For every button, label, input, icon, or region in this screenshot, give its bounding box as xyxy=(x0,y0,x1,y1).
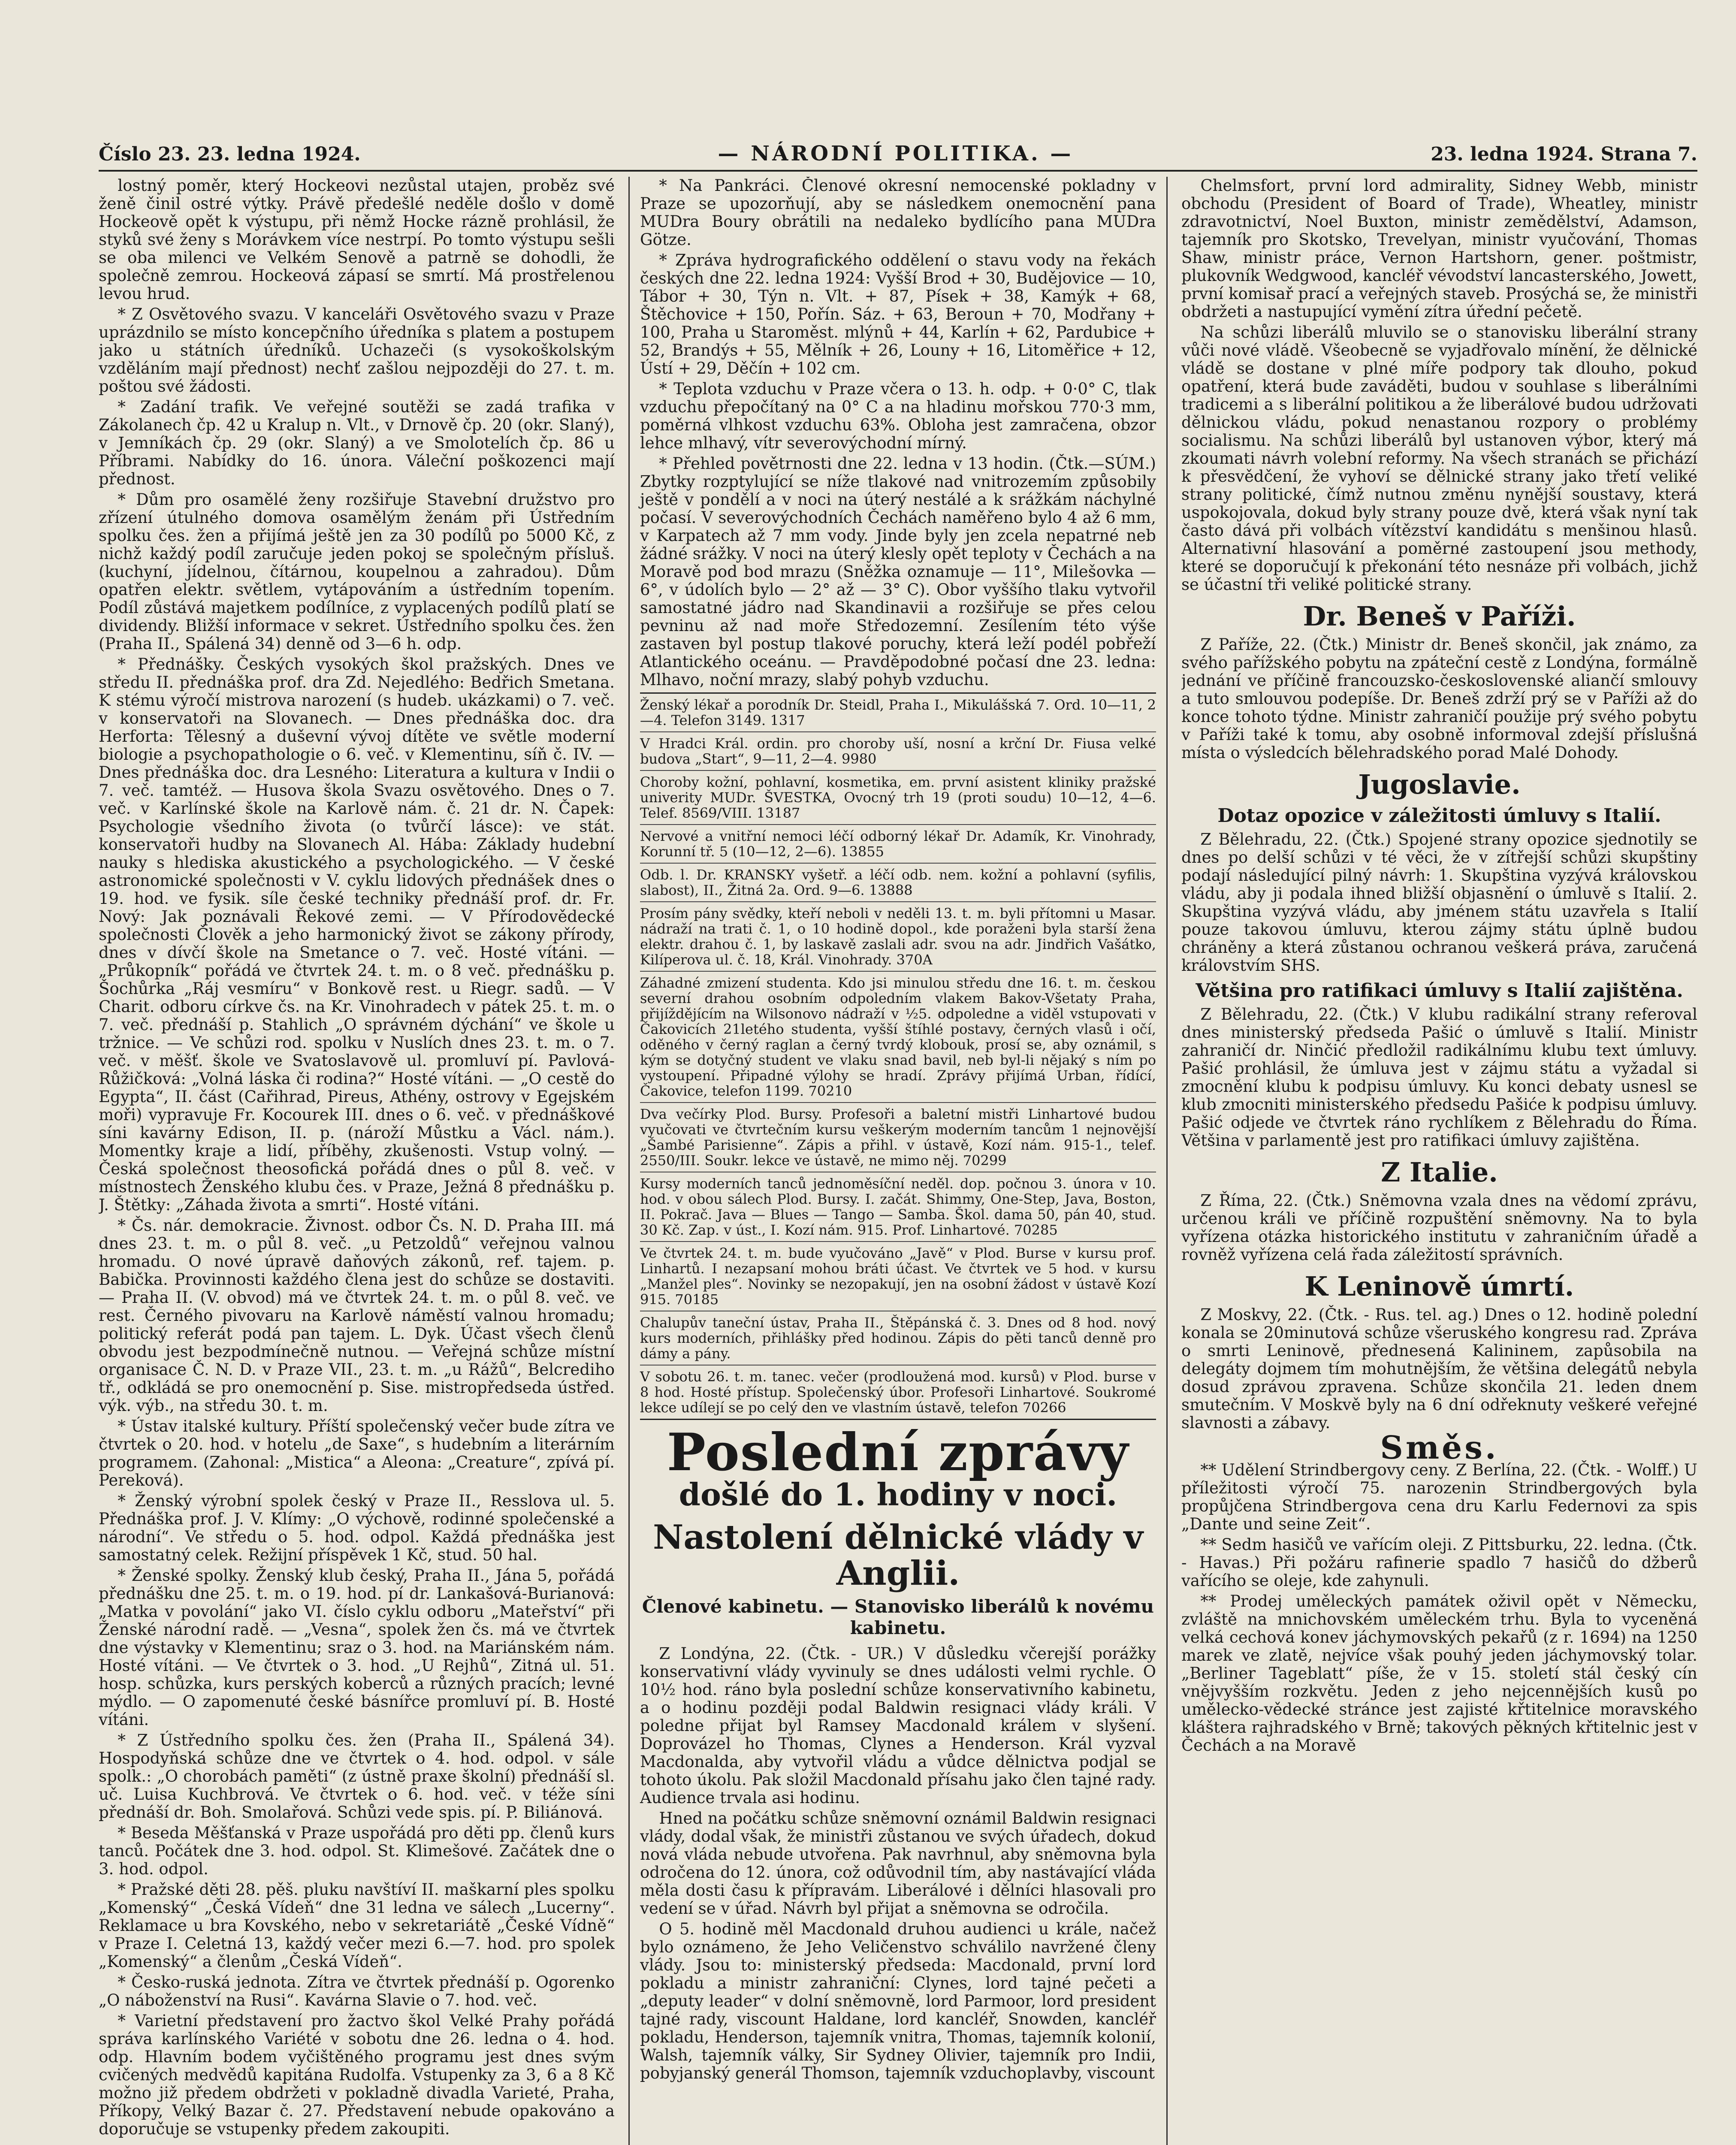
article-paragraph: Z Bělehradu, 22. (Čtk.) V klubu radikální strany referoval dnes ministerský předseda Pašić o úmluvě s Italií. Ministr zahraničí dr. Ninčić předložil radikálnímu klubu text úmluvy. Pašić prohlásil, že úmluva jest v zájmu státu a vyžadal si zmocnění klubu k podpisu úmluvy. Ku konci debaty usnesl se klub zmocniti ministerského předsedu Pašiće k podpisu úmluvy. Pašić odjede ve čtvrtek ráno rychlíkem z Bělehradu do Říma. Většina v parlamentě jest pro ratifikaci úmluvy zajištěna. xyxy=(1181,1005,1697,1150)
article-paragraph: Na schůzi liberálů mluvilo se o stanovisku liberální strany vůči nové vládě. Všeobecně se vyjadřovalo mínění, že dělnické vládě se dostane v plné míře podpory tak dlouho, pokud opatření, která bude zaváděti, budou v souhlase s liberálními tradicemi a s liberální politikou a že liberálové budou udržovati dělnickou vládu, pokud nenastanou rozpory o problémy socialismu. Na schůzi liberálů byl ustanoven výbor, který má zkoumati návrh volební reformy. Na všech stranách se přichází k přesvědčení, že vyhoví se dělnické strany jako třetí veliké strany politické, čímž nutnou změnu nynější soustavy, která uspokojovala, dokud byly strany pouze dvě, která však nyní tak často dává při volbách vítězství kandidátu s menšinou hlasů. Alternativní hlasování a poměrné zastoupení jsou methody, které se doporučují k překonání této nesnáze při volbách, jichž se účastní tři veliké politické strany. xyxy=(1181,323,1697,594)
classified-ad: Odb. l. Dr. KRANSKY vyšetř. a léčí odb. nem. kožní a pohlavní (syfilis, slabost), II., Žitná 2a. Ord. 9—6. 13888 xyxy=(640,864,1156,902)
article-paragraph: ** Sedm hasičů ve vařícím oleji. Z Pittsburku, 22. ledna. (Čtk. - Havas.) Při požáru rafinerie spadlo 7 hasičů do džberů vařícího se oleje, kde zahynuli. xyxy=(1181,1535,1697,1590)
page-number: 23. ledna 1924. Strana 7. xyxy=(1431,143,1697,165)
classified-ad: Dva večírky Plod. Bursy. Profesoři a baletní mistři Linhartové budou vyučovati ve čtvrtečním kursu veškerým moderním tancům 1 nejnovější „Šambé Parisienne“. Zápis a přihl. v ústavě, Kozí nám. 915-1., telef. 2550/III. Soukr. lekce ve ústavě, ne mimo něj. 70299 xyxy=(640,1103,1156,1172)
column-middle xyxy=(628,177,1168,2145)
article-paragraph: * Ženské spolky. Ženský klub český, Praha II., Jána 5, pořádá přednášku dne 25. t. m. o 19. hod. pí dr. Lankašová-Burianová: „Matka v povolání“ jako VI. číslo cyklu odboru „Mateřství“ při Ženské národní radě. — „Vesna“, spolek žen čs. má ve čtvrtek dne výstavky v Klementinu; sraz o 3. hod. na Mariánském nám. Hosté vítáni. — Ve čtvrtek o 3. hod. „U Rejhů“, Zitná ul. 51. hosp. schůzka, kurs perských koberců a různých pracích; levné mýdlo. — O zapomenuté české básnířce promluví pí. B. Hosté vítáni. xyxy=(99,1566,615,1729)
article-paragraph: * Dům pro osamělé ženy rozšiřuje Stavební družstvo pro zřízení útulného domova osamělým ženám při Ústředním spolku čes. žen a přijímá ještě jen za 30 podílů po 5000 Kč, z nichž každý podíl zaručuje jeden pokoj se společným přísluš. (kuchyní, jídelnou, čítárnou, koupelnou a zahradou). Dům opatřen elektr. světlem, vytápováním a ústředním topením. Podíl zůstává majetkem podílníce, z vyplacených podílů platí se dividendy. Bližší informace v sekret. Ústředního spolku čes. žen (Praha II., Spálená 34) denně od 3—6 h. odp. xyxy=(99,490,615,653)
article-paragraph: Z Moskvy, 22. (Čtk. - Rus. tel. ag.) Dnes o 12. hodině polední konala se 20minutová schůze všeruského kongresu rad. Zpráva o smrti Leninově, přednesená Kalininem, zapůsobila na delegáty dojmem tím mohutnějším, že většina delegátů nebyla dosud zprávou zpravena. Schůze skončila 21. leden dnem smutečním. V Moskvě byly na 6 dní odřeknuty veškeré veřejné slavnosti a zábavy. xyxy=(1181,1305,1697,1432)
latest-news-title: Poslední zprávy xyxy=(667,1422,1129,1483)
article-paragraph: * Teplota vzduchu v Praze včera o 13. h. odp. + 0·0° C, tlak vzduchu přepočítaný na 0° C a na hladinu mořskou 770·3 mm, poměrná vlhkost vzduchu 63%. Obloha jest zamračena, obzor lehce mlhavý, vítr severovýchodní mírný. xyxy=(640,380,1156,452)
subheadline-opposition: Dotaz opozice v záležitosti úmluvy s Italií. xyxy=(1217,805,1661,827)
article-paragraph: * Pražské děti 28. pěš. pluku navštíví II. maškarní ples spolku „Komenský“ „Česká Vídeň“ dne 31 ledna ve sálech „Lucerny“. Reklamace u bra Kovského, nebo v sekretariátě „České Vídně“ v Praze I. Celetná 13, každý večer mezi 6.—7. hod. pro spolek „Komenský“ a členům „Česká Vídeň“. xyxy=(99,1880,615,1971)
classified-ad: Chalupův taneční ústav, Praha II., Štěpánská č. 3. Dnes od 8 hod. nový kurs moderních, přihlášky před hodinou. Zápis do pěti tanců denně pro dámy a pány. xyxy=(640,1311,1156,1366)
article-paragraph: * Česko-ruská jednota. Zítra ve čtvrtek přednáší p. Ogorenko „O náboženství na Rusi“. Kavárna Slavie o 7. hod. več. xyxy=(99,1973,615,2009)
article-paragraph: * Přednášky. Českých vysokých škol pražských. Dnes ve středu II. přednáška prof. dra Zd. Nejedlého: Bedřich Smetana. K stému výročí mistrova narození (s hudeb. ukázkami) o 7. več. v konservatoři na Slovanech. — Dnes přednáška doc. dra Herforta: Tělesný a duševní vývoj dítěte ve světle moderní biologie a psychopathologie o 6. več. v Klementinu, síň č. IV. — Dnes přednáška doc. dra Lesného: Literatura a kultura v Indii o 7. več. tamtéž. — Husova škola Svazu osvětového. Dnes o 7. več. v Karlínské škole na Karlově nám. č. 21 dr. N. Čapek: Psychologie všedního života (o tvůrčí lásce): ve stát. konservatoři hudby na Slovanech Al. Hába: Základy hudební nauky s hlediska akustického a psychologického. — V české astronomické společnosti v V. cyklu lidových přednášek dnes o 19. hod. ve fysik. síle české techniky přednáší prof. dr. Fr. Nový: Jak poznávali Řekové zemi. — V Přírodovědecké společnosti Člověk a jeho harmonický život se zákony přírody, dnes v dívčí škole na Smetance o 7. več. Hosté vítáni. — „Průkopník“ pořádá ve čtvrtek 24. t. m. o 8 več. přednášku p. Šochůrka „Ráj vesmíru“ v Bonkově rest. u Riegr. sadů. — V Charit. odboru církve čs. na Kr. Vinohradech v pátek 25. t. m. o 7. več. přednáší p. Stahlich „O správném dýchání“ ve škole u tržnice. — Ve schůzi rod. spolku v Nuslích dnes 23. t. m. o 7. več. v měšť. škole ve Svatoslavově ul. promluví pí. Pavlová-Růžičková: „Volná láska či rodina?“ Hosté vítáni. — „O cestě do Egypta“, II. část (Cařihrad, Pireus, Athény, ostrovy v Egejském moři) vypravuje Fr. Kocourek III. dnes o 6. več. v přednáškové síni kavárny Edison, II. p. (nároží Můstku a Václ. nám.). Momentky kraje a lidí, příběhy, zkušenosti. Vstup volný. — Česká společnost theosofická pořádá dnes o půl 8. več. v místnostech Ženského klubu čes. v Praze, Ježná 8 přednášku p. J. Štětky: „Záhada života a smrti“. Hosté vítáni. xyxy=(99,655,615,1214)
headline-yugoslavia: Jugoslavie. xyxy=(1358,769,1521,800)
article-paragraph: Chelmsfort, první lord admirality, Sidney Webb, ministr obchodu (President of Board of Trade), Wheatley, ministr zdravotnictví, Noel Buxton, ministr zemědělství, Adamson, tajemník pro Skotsko, Trevelyan, ministr vyučování, Thomas Shaw, ministr práce, Vernon Hartshorn, gener. poštmistr, plukovník Wedgwood, kancléř vévodství lancasterského, Jowett, první komisař prací a veřejných staveb. Prosýchá se, že ministři obdržeti a nastupující vymění zítra úřední pečetě. xyxy=(1181,177,1697,321)
article-paragraph: * Beseda Měšťanská v Praze uspořádá pro děti pp. členů kurs tanců. Počátek dne 3. hod. odpol. St. Klimešové. Začátek dne o 3. hod. odpol. xyxy=(99,1824,615,1878)
headline-benes: Dr. Beneš v Paříži. xyxy=(1303,601,1576,632)
article-paragraph: ** Prodej uměleckých památek oživil opět v Německu, zvláště na mnichovském uměleckém trhu. Byla to vyceněná velká cechová konev jáchymovských pekařů (z r. 1694) na 1250 marek ve zlatě, nejvíce však pouhý jeden jáchymovský tolar. „Berliner Tageblatt“ píše, že v 15. století stál český cín vnějvyšším rozkvětu. Jeden z jeho nejcennějších kusů po umělecko-vědecké stránce jest zajisté křtitelnice moravského kláštera rajhradského v Brně; takových pěkných křtitelnic jest v Čechách a na Moravě xyxy=(1181,1592,1697,1755)
headline-italy: Z Italie. xyxy=(1381,1157,1498,1188)
masthead-title: — NÁRODNÍ POLITIKA. — xyxy=(718,142,1074,166)
column-left xyxy=(99,177,615,2145)
article-paragraph: Z Paříže, 22. (Čtk.) Ministr dr. Beneš skončil, jak známo, za svého pařížského pobytu na zpáteční cestě z Londýna, formálně jednání ve příčině francouzsko-československé aliančí smlouvy a tuto smlouvou podepíše. Dr. Beneš zdrží prý se v Paříži až do konce tohoto týdne. Ministr zahraničí použije prý svého pobytu v Paříži také k tomu, aby osobně informoval zdejší příslušná místa o výsledcích bělehradského porad Malé Dohody. xyxy=(1181,635,1697,762)
article-paragraph: Hned na počátku schůze sněmovní oznámil Baldwin resignaci vlády, dodal však, že ministři zůstanou ve svých úřadech, dokud nová vláda nebude utvořena. Pak navrhnul, aby sněmovna byla odročena do 12. února, což odůvodnil tím, aby nastávající vláda měla dosti času k přípravám. Liberálové i dělníci hlasovali pro vedení se v úřad. Návrh byl přijat a sněmovna se odročila. xyxy=(640,1809,1156,1918)
article-paragraph: lostný poměr, který Hockeovi nezůstal utajen, proběz své ženě činil ostré výtky. Právě předešlé neděle došlo v domě Hockeově opět k výstupu, při němž Hocke rázně prohlásil, že styků své ženy s Morávkem více nestrpí. Po tomto výstupu sešli se oba milenci ve Velkém Senově a patrně se dohodli, že společně zemrou. Hockeová zápasí se smrtí. Má prostřelenou levou hrud. xyxy=(99,177,615,303)
classified-ads xyxy=(640,692,1156,1420)
column-right xyxy=(1181,177,1697,2145)
article-paragraph: * Čs. nár. demokracie. Živnost. odbor Čs. N. D. Praha III. má dnes 23. t. m. o půl 8. več. „u Petzoldů“ veřejnou valnou hromadu. O nové úpravě daňových zákonů, ref. tajem. p. Babička. Provinnosti každého člena jest do schůze se dostaviti. — Praha II. (V. obvod) má ve čtvrtek 24. t. m. o půl 8. več. ve rest. Černého pivovaru na Karlově náměstí valnou hromadu; politický referát podá pan tajem. L. Dyk. Účast všech členů obvodu jest bezpodmínečně nutnou. — Veřejná schůze místní organisace Č. N. D. v Praze VII., 23. t. m. „u Rážů“, Belcrediho tř., odkládá se pro onemocnění p. Sise. mistropředseda ústřed. výk. výb., na středu 30. t. m. xyxy=(99,1216,615,1415)
article-paragraph: Z Bělehradu, 22. (Čtk.) Spojené strany opozice sjednotily se dnes po delší schůzi v té věci, že v zítřejší schůzi skupštiny podají následující pilný návrh: 1. Skupština vyzývá královskou vládu, aby ji podala ihned bližší objasnění o úmluvě s Italií. 2. Skupština vyzývá vládu, aby jménem státu uzavřela s Italií pouze takovou úmluvu, kterou zájmy státu úplně budou chráněny a která zůstanou ochranou veškerá práva, zaručená královstvím SHS. xyxy=(1181,830,1697,975)
classified-ad: Prosím pány svědky, kteří neboli v neděli 13. t. m. byli přítomni u Masar. nádraží na trati č. 1, o 10 hodině dopol., kde poraženi byla starší žena elektr. drahou č. 1, by laskavě zaslali adr. svou na adr. Jindřich Vašátko, Kilíperova ul. č. 18, Král. Vinohrady. 370A xyxy=(640,902,1156,972)
classified-ad: V Hradci Král. ordin. pro choroby uší, nosní a krční Dr. Fiusa velké budova „Start“, 9—11, 2—4. 9980 xyxy=(640,732,1156,771)
classified-ad: Ve čtvrtek 24. t. m. bude vyučováno „Javě“ v Plod. Burse v kursu prof. Linhartů. I nezapsaní mohou bráti účast. Ve čtvrtek ve 5 hod. v kursu „Manžel ples“. Novinky se nezopakují, jen na osobní žádost v ústavě Kozí 915. 70185 xyxy=(640,1242,1156,1311)
article-paragraph: * Zpráva hydrografického oddělení o stavu vody na řekách českých dne 22. ledna 1924: Vyšší Brod + 30, Budějovice — 10, Tábor + 30, Týn n. Vlt. + 87, Písek + 38, Kamýk + 68, Štěchovice + 150, Pořín. Sáz. + 63, Beroun + 70, Modřany + 100, Praha u Staroměst. mlýnů + 44, Karlín + 62, Pardubice + 52, Brandýs + 55, Mělník + 26, Louny + 16, Litoměřice + 12, Ústí + 29, Děčín + 102 cm. xyxy=(640,251,1156,378)
subheadline-ratification: Většina pro ratifikaci úmluvy s Italií zajištěna. xyxy=(1196,980,1683,1002)
article-paragraph: * Přehled povětrnosti dne 22. ledna v 13 hodin. (Čtk.—SÚM.) Zbytky rozptylující se níže tlakové nad vnitrozemím způsobily ještě v pondělí a v noci na úterý nestálé a k srážkám náchylné počasí. V severovýchodních Čechách naměřeno bylo 4 až 6 mm, v Karpatech až 7 mm vody. Jinde byly jen zcela nepatrné neb žádné srážky. V noci na úterý klesly opět teploty v Čechách a na Moravě pod bod mrazu (Sněžka oznamuje — 11°, Milešovka — 6°, v údolích bylo — 2° až — 3° C). Obor vyššího tlaku vytvořil samostatné jádro nad Skandinavii a rozšiřuje se přes celou pevninu až nad moře Středozemní. Zesílením této výše zastaven byl postup tlakové poruchy, která leží podél pobřeží Atlantického oceánu. — Pravděpodobné počasí dne 23. ledna: Mlhavo, noční mrazy, slabý pohyb vzduchu. xyxy=(640,454,1156,689)
article-paragraph: * Z Osvětového svazu. V kanceláři Osvětového svazu v Praze uprázdnilo se místo koncepčního úředníka s platem a postupem jako u státních úředníků. Uchazeči (s vysokoškolským vzděláním mají přednost) nechť zašlou nejpozději do 27. t. m. poštou své žádosti. xyxy=(99,305,615,396)
classified-ad: V sobotu 26. t. m. tanec. večer (prodloužená mod. kursů) v Plod. burse v 8 hod. Hosté přístup. Společenský úbor. Profesoři Linhartové. Soukromé lekce udílejí se po celý den ve vlastním ústavě, telefon 70266 xyxy=(640,1369,1156,1416)
article-paragraph: * Ústav italské kultury. Příští společenský večer bude zítra ve čtvrtek o 20. hod. v hotelu „de Saxe“, s hudebním a literárním programem. (Zahonal: „Mistica“ a Aleona: „Creature“, zpívá pí. Pereková). xyxy=(99,1417,615,1489)
issue-date: Číslo 23. 23. ledna 1924. xyxy=(99,143,361,165)
article-paragraph: * Zadání trafik. Ve veřejné soutěži se zadá trafika v Zákolanech čp. 42 u Kralup n. Vlt., v Drnově čp. 20 (okr. Slaný), v Jemníkách čp. 29 (okr. Slaný) a ve Smolotelích čp. 86 u Příbrami. Nabídky do 16. února. Váleční poškozenci mají přednost. xyxy=(99,398,615,488)
running-header xyxy=(99,142,1697,172)
article-paragraph: Z Londýna, 22. (Čtk. - UR.) V důsledku včerejší porážky konservativní vlády vyvinuly se dnes události velmi rychle. O 10½ hod. ráno byla poslední schůze konservativního kabinetu, a o hodinu později podal Baldwin resignaci vlády králi. V poledne přijat byl Ramsey Macdonald králem v slyšení. Doprovázel ho Thomas, Clynes a Henderson. Král vyzval Macdonalda, aby vytvořil vládu a vůdce dělnictva podjal se tohoto úkolu. Pak složil Macdonald přísahu jako člen tajné rady. Audience trvala asi hodinu. xyxy=(640,1644,1156,1807)
article-paragraph: * Varietní představení pro žactvo škol Velké Prahy pořádá správa karlínského Variété v sobotu dne 26. ledna o 4. hod. odp. Hlavním bodem vyčištěného programu jest dnes svým cvičených medvědů kapitána Rudolfa. Vstupenky za 3, 6 a 8 Kč možno již předem obdržeti v pokladně divadla Varieté, Praha, Příkopy, Velký Bazar č. 27. Představení nebude opakováno a doporučuje se vstupenky předem zakoupiti. xyxy=(99,2012,615,2138)
classified-ad: Choroby kožní, pohlavní, kosmetika, em. první asistent kliniky pražské univerity MUDr. ŠVESTKA, Ovocný trh 19 (proti soudu) 10—12, 4—6. Telef. 8569/VIII. 13187 xyxy=(640,771,1156,825)
article-paragraph: Z Říma, 22. (Čtk.) Sněmovna vzala dnes na vědomí zprávu, určenou králi ve příčině rozpuštění sněmovny. Na to byla vyřízena otázka historického institutu v zahraničním úřadě a rovněž vyřízena celá řada záležitostí správních. xyxy=(1181,1191,1697,1264)
headline-lenin: K Leninově úmrtí. xyxy=(1304,1271,1574,1302)
article-paragraph: * Z Ústředního spolku čes. žen (Praha II., Spálená 34). Hospodyňská schůze dne ve čtvrtek o 4. hod. odpol. v sále spolk.: „O chorobách paměti“ (z ústně praxe školní) přednáší sl. uč. Luisa Kuchbrová. Ve čtvrtek o 6. hod. več. v téže síni přednáší dr. Boh. Smolařová. Schůzi vede spis. pí. P. Biliánová. xyxy=(99,1731,615,1822)
classified-ad: Ženský lékař a porodník Dr. Steidl, Praha I., Mikulášská 7. Ord. 10—11, 2—4. Telefon 3149. 1317 xyxy=(640,694,1156,732)
headline-deck: Členové kabinetu. — Stanovisko liberálů k novému kabinetu. xyxy=(642,1596,1154,1638)
headline-miscellany: Směs. xyxy=(1380,1429,1499,1466)
classified-ad: Záhadné zmizení studenta. Kdo jsi minulou středu dne 16. t. m. českou severní drahou osobním odpoledním vlakem Bakov-Všetaty Praha, přijíždějícím na Wilsonovo nádraží v ½5. odpoledne a viděl vstupovati v Čakovicích 21letého studenta, vyšší štíhlé postavy, černých vlasů i očí, oděného v černý raglan a černý tvrdý klobouk, prosí se, aby oznámil, s kým se dotyčný student ve vlaku snad bavil, neb byl-li nějaký s ním po vystoupení. Připadné výlohy se hradí. Zprávy přijímá Urban, řídící, Čakovice, telefon 1199. 70210 xyxy=(640,972,1156,1103)
headline-labour-government: Nastolení dělnické vlády v Anglii. xyxy=(653,1518,1143,1593)
article-paragraph: * Na Pankráci. Členové okresní nemocenské pokladny v Praze se upozorňují, aby se následkem onemocnění pana MUDra Boury obrátili na nedaleko bydlícího pana MUDra Götze. xyxy=(640,177,1156,249)
article-paragraph: ** Udělení Strindbergovy ceny. Z Berlína, 22. (Čtk. - Wolff.) U příležitosti výročí 75. narozenin Strindbergových byla propůjčena Strindbergova cena dru Karlu Federnovi za spis „Dante und seine Zeit“. xyxy=(1181,1461,1697,1533)
article-paragraph: * Ženský výrobní spolek český v Praze II., Resslova ul. 5. Přednáška prof. J. V. Klímy: „O výchově, rodinné společenské a národní“. Ve středu o 5. hod. odpol. Každá přednáška jest samostatný celek. Režijní příspěvek 1 Kč, stud. 50 hal. xyxy=(99,1492,615,1564)
latest-news-subtitle: došlé do 1. hodiny v noci. xyxy=(679,1476,1117,1513)
classified-ad: Kursy moderních tanců jednoměsíční neděl. dop. počnou 3. února v 10. hod. v obou sálech Plod. Bursy. I. začát. Shimmy, One-Step, Java, Boston, II. Pokrač. Java — Blues — Tango — Samba. Škol. dama 50, pán 40, stud. 30 Kč. Zap. v úst., I. Kozí nám. 915. Prof. Linhartové. 70285 xyxy=(640,1172,1156,1242)
classified-ad: Nervové a vnitřní nemoci léčí odborný lékař Dr. Adamík, Kr. Vinohrady, Korunní tř. 5 (10—12, 2—6). 13855 xyxy=(640,825,1156,864)
columns xyxy=(99,177,1697,2145)
article-paragraph: O 5. hodině měl Macdonald druhou audienci u krále, načež bylo oznámeno, že Jeho Veličenstvo schválilo navržené členy vlády. Jsou to: ministerský předseda: Macdonald, první lord pokladu a ministr zahraniční: Clynes, lord tajné pečeti a „deputy leader“ v dolní sněmovně, lord Parmoor, lord president tajné rady, viscount Haldane, lord kancléř, Snowden, kancléř pokladu, Henderson, tajemník vnitra, Thomas, tajemník kolonií, Walsh, tajemník války, Sir Sydney Olivier, tajemník pro Indii, pobyjanský generál Thomson, tajemník vzduchoplavby, viscount xyxy=(640,1920,1156,2082)
